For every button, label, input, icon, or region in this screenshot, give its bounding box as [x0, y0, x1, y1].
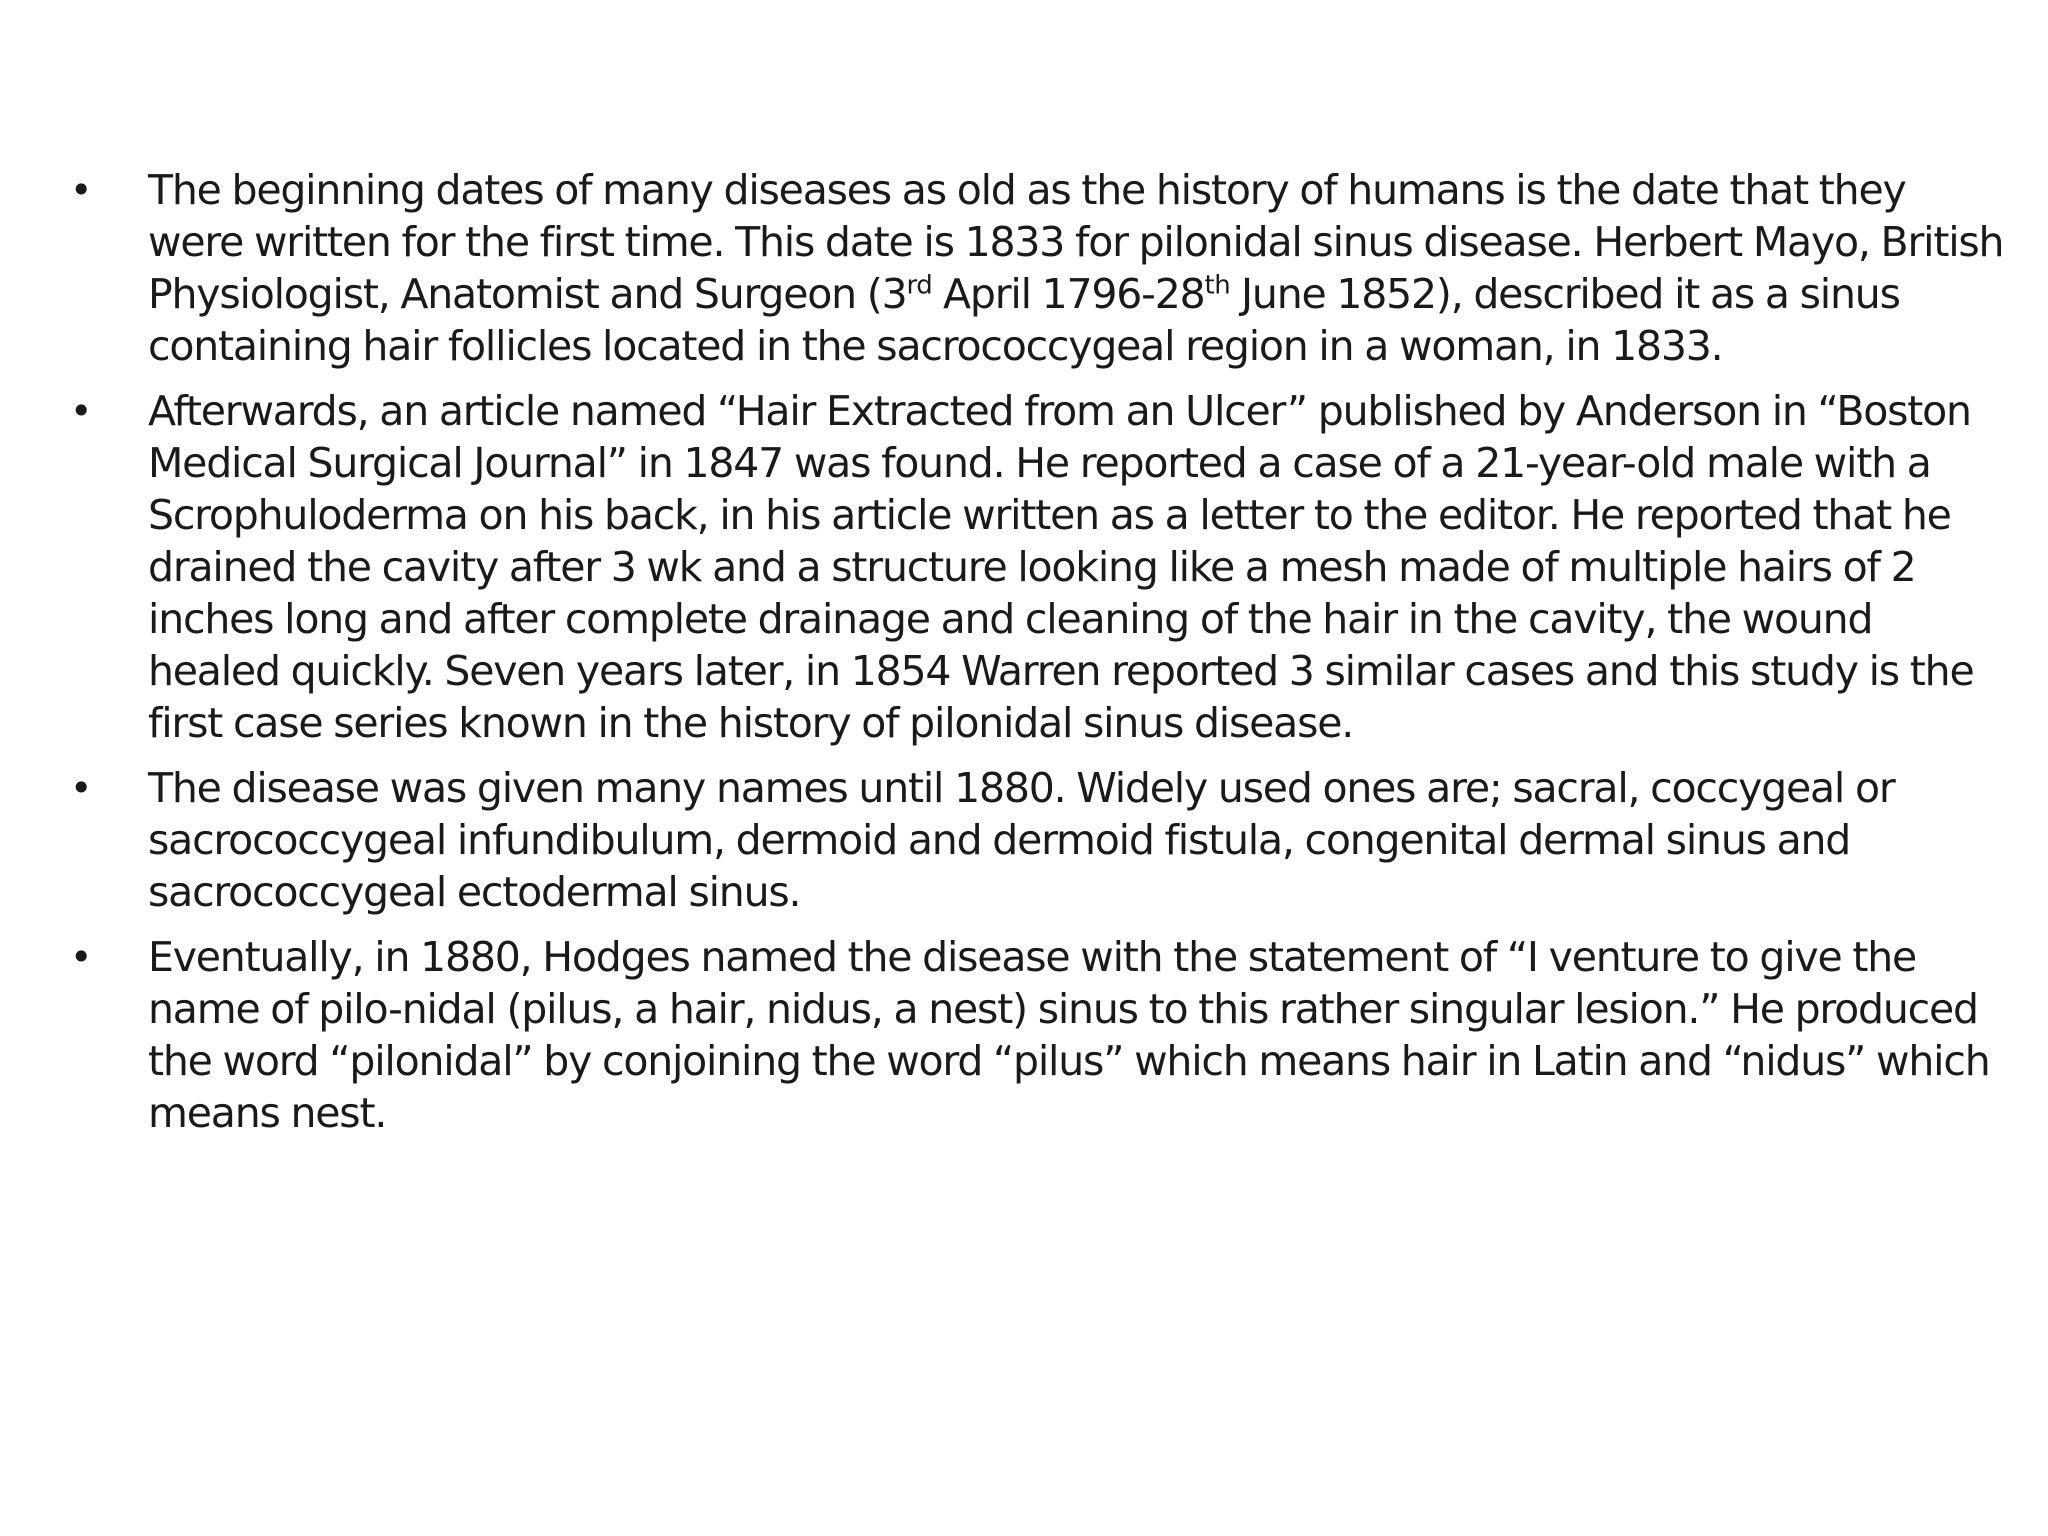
bullet-text: [148, 166, 2003, 370]
bullet-text: The disease was given many names until 1880. Widely used ones are; sacral, coccygeal or sacrococcygeal infundibulum, dermoid and dermoid fistula, congenital dermal sinus and sacrococcygeal ectodermal sinus.: [148, 764, 1895, 916]
bullet-item: [70, 385, 2010, 749]
bullet-dot-icon: •: [70, 766, 92, 810]
superscript-ordinal: th: [1204, 270, 1231, 301]
bullet-text: Afterwards, an article named “Hair Extracted from an Ulcer” published by Anderson in “Boston Medical Surgical Journal” in 1847 was found. He reported a case of a 21-year-old male with a Scrophuloderma on his back, in his article written as a letter to the editor. He reported that he drained the cavity after 3 wk and a structure looking like a mesh made of multiple hairs of 2 inches long and after complete drainage and cleaning of the hair in the cavity, the wound healed quickly. Seven years later, in 1854 Warren reported 3 similar cases and this study is the first case series known in the history of pilonidal sinus disease.: [148, 387, 1974, 747]
text-segment: April 1796-28: [932, 270, 1205, 318]
bullet-dot-icon: •: [70, 168, 92, 212]
bullet-dot-icon: •: [70, 389, 92, 433]
bullet-list: [70, 164, 2010, 1152]
text-segment: June 1852), described it as a sinus containing hair follicles located in the sacrococcygeal region in a woman, in 1833.: [148, 270, 1900, 370]
bullet-item: [70, 931, 2010, 1139]
bullet-item: [70, 164, 2010, 372]
bullet-item: [70, 762, 2010, 918]
superscript-ordinal: rd: [906, 270, 933, 301]
bullet-text: Eventually, in 1880, Hodges named the disease with the statement of “I venture to give the name of pilo-nidal (pilus, a hair, nidus, a nest) sinus to this rather singular lesion.” He produced the word “pilonidal” by conjoining the word “pilus” which means hair in Latin and “nidus” which means nest.: [148, 933, 1990, 1137]
bullet-dot-icon: •: [70, 935, 92, 979]
text-segment: The beginning dates of many diseases as old as the history of humans is the date that they were written for the first time. This date is 1833 for pilonidal sinus disease. Herbert Mayo, British Physiologist, Anatomist and Surgeon (3: [148, 166, 2004, 318]
